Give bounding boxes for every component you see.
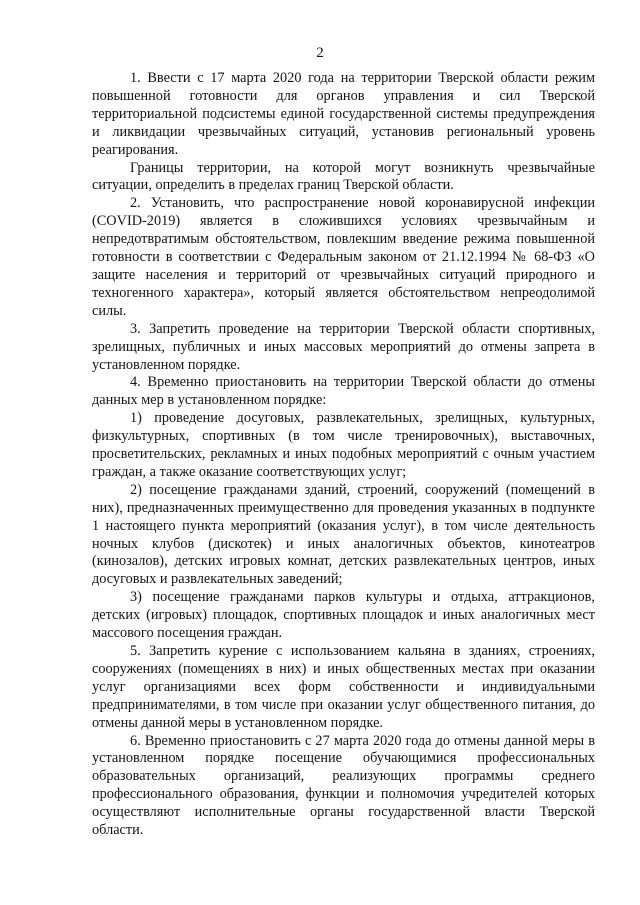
- paragraph-3-mass-events: 3. Запретить проведение на территории Тверской области спортивных, зрелищных, публичных и иных массовых мероприятий до отмены запрета в установленном порядке.: [92, 320, 595, 373]
- paragraph-5-hookah: 5. Запретить курение с использованием кальяна в зданиях, строениях, сооружениях (помещениях в них) и иных общественных местах при оказании услуг организациями всех форм собственности и индивидуальными предпринимателями, в том числе при оказании услуг общественного питания, до отмены данной меры в установленном порядке.: [92, 643, 595, 731]
- paragraph-4-suspend: 4. Временно приостановить на территории Тверской области до отмены данных мер в установленном порядке:: [92, 374, 595, 409]
- paragraph-2-covid: 2. Установить, что распространение новой коронавирусной инфекции (COVID-2019) является в сложившихся условиях чрезвычайным и непредотвратимым обстоятельством, повлекшим введение режима повышенной готовности в соответствии с Федеральным законом от 21.12.1994 № 68-ФЗ «О защите населения и территорий от чрезвычайных ситуаций природного и техногенного характера», который является обстоятельством непреодолимой силы.: [92, 195, 595, 319]
- document-body: [92, 70, 595, 840]
- page-number: 2: [316, 45, 324, 61]
- paragraph-4-item-1: 1) проведение досуговых, развлекательных, зрелищных, культурных, физкультурных, спортивных (в том числе тренировочных), выставочных, просветительских, рекламных и иных подобных мероприятий с очным участием граждан, а также оказание соответствующих услуг;: [92, 410, 595, 480]
- paragraph-1-regime: 1. Ввести с 17 марта 2020 года на территории Тверской области режим повышенной готовности для органов управления и сил Тверской территориальной подсистемы единой государственной системы предупреждения и ликвидации чрезвычайных ситуаций, установив региональный уровень реагирования.: [92, 70, 595, 158]
- paragraph-4-item-2: 2) посещение гражданами зданий, строений, сооружений (помещений в них), предназначенных преимущественно для проведения указанных в подпункте 1 настоящего пункта мероприятий (оказания услуг), в том числе деятельность ночных клубов (дискотек) и иных аналогичных объектов, кинотеатров (кинозалов), детских игровых комнат, детских развлекательных центров, иных досуговых и развлекательных заведений;: [92, 481, 595, 588]
- paragraph-1-borders: Границы территории, на которой могут возникнуть чрезвычайные ситуации, определить в пределах границ Тверской области.: [92, 159, 595, 194]
- paragraph-4-item-3: 3) посещение гражданами парков культуры и отдыха, аттракционов, детских (игровых) площадок, спортивных площадок и иных аналогичных мест массового посещения граждан.: [92, 589, 595, 642]
- paragraph-6-education: 6. Временно приостановить с 27 марта 2020 года до отмены данной меры в установленном порядке посещение обучающимися профессиональных образовательных организаций, реализующих программы среднего профессионального образования, функции и полномочия учредителей которых осуществляют исполнительные органы государственной власти Тверской области.: [92, 732, 595, 839]
